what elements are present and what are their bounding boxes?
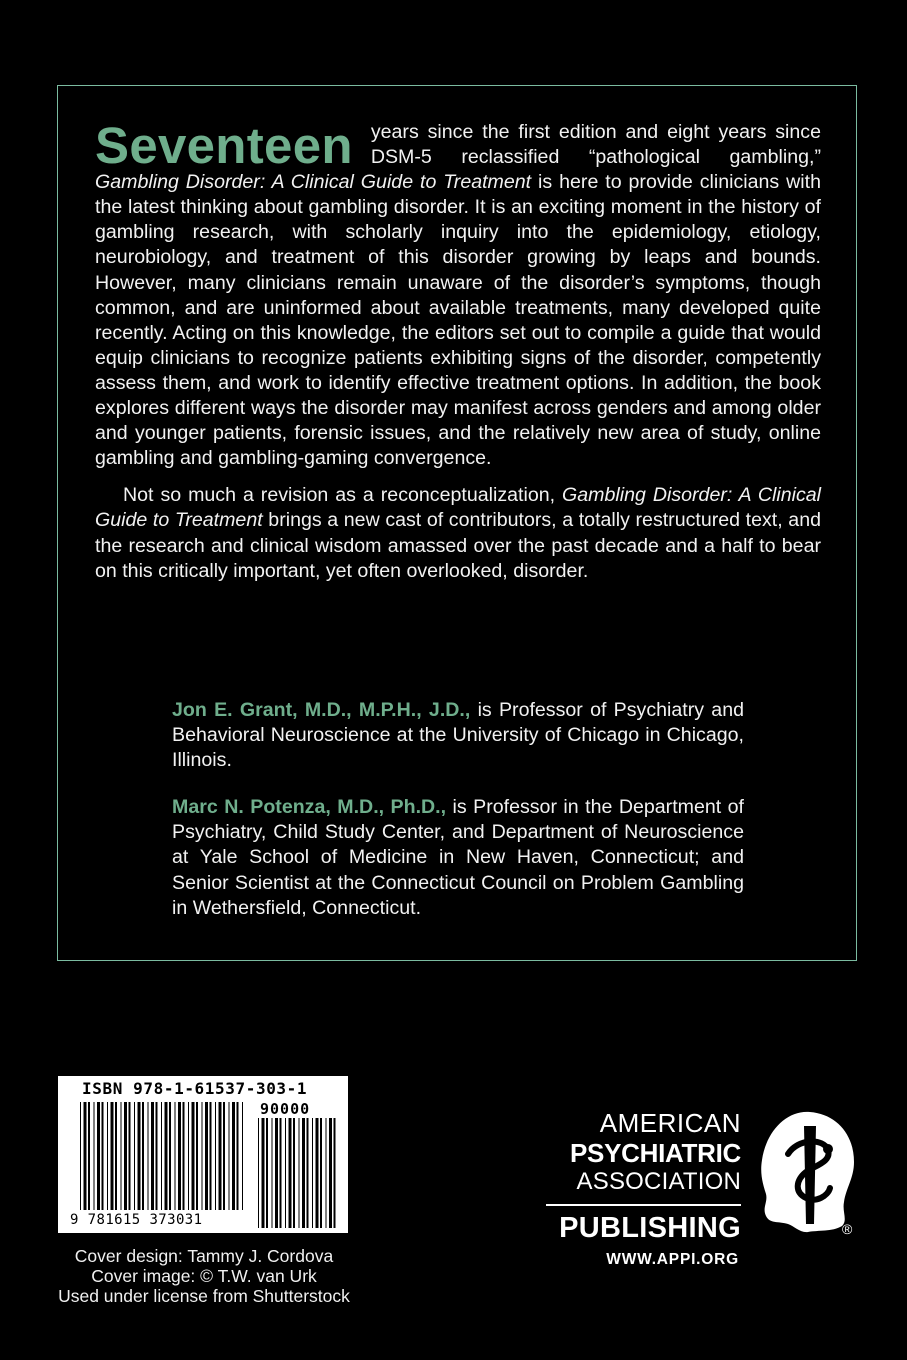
- barcode-bar: [320, 1118, 322, 1228]
- barcode-bar: [138, 1102, 141, 1210]
- barcode-bar: [229, 1102, 230, 1210]
- barcode-bar: [312, 1118, 313, 1228]
- barcode-bar: [237, 1102, 239, 1210]
- cover-credits: [54, 1246, 354, 1306]
- bio-grant: [172, 698, 744, 773]
- barcode-bar: [129, 1102, 131, 1210]
- barcode-bar: [94, 1102, 95, 1210]
- p2-text-b: brings a new cast of contributors, a totally restructured text, and the research and clinical wisdom amassed over the past decade and a half to bear on this critically important, yet often overlooked, disorder.: [95, 509, 821, 582]
- barcode-bar: [80, 1102, 81, 1210]
- bio-potenza: [172, 795, 744, 920]
- publisher-line-american: AMERICAN: [599, 1108, 741, 1138]
- isbn-digits: 9 781615 373031: [70, 1212, 203, 1228]
- barcode-bar: [329, 1118, 332, 1228]
- barcode-bar: [334, 1118, 336, 1228]
- lead-word: Seventeen: [95, 117, 353, 174]
- barcode-bar: [111, 1102, 114, 1210]
- description-paragraph-1: [95, 117, 821, 471]
- registered-mark: ®: [842, 1221, 853, 1237]
- barcode-bar: [210, 1102, 212, 1210]
- barcode-bar: [258, 1118, 259, 1228]
- license-credit: Used under license from Shutterstock: [58, 1286, 350, 1306]
- bio-name: Marc N. Potenza, M.D., Ph.D.,: [172, 796, 447, 819]
- isbn-label: ISBN 978-1-61537-303-1: [82, 1079, 308, 1098]
- p2-text-a: Not so much a revision as a reconceptualization,: [123, 484, 563, 507]
- barcode-bar: [275, 1118, 278, 1228]
- barcode-bar: [175, 1102, 176, 1210]
- p2-book-title: Gambling Disorder: A Clinical Guide to Treatment: [95, 484, 821, 532]
- barcode-bar: [178, 1102, 181, 1210]
- barcode-bar: [115, 1102, 117, 1210]
- barcode-bar: [242, 1102, 243, 1210]
- barcode-bar: [280, 1118, 282, 1228]
- publisher-divider: [546, 1204, 741, 1206]
- barcode-bar: [121, 1102, 122, 1210]
- barcode-bar: [169, 1102, 171, 1210]
- price-code: 90000: [260, 1100, 311, 1118]
- barcode-bar: [285, 1118, 286, 1228]
- publisher-line-psychiatric: PSYCHIATRIC: [569, 1138, 741, 1168]
- cover-image-credit: Cover image: © T.W. van Urk: [91, 1266, 317, 1286]
- barcode-bar: [232, 1102, 235, 1210]
- barcode-bar: [165, 1102, 168, 1210]
- barcode-bar: [219, 1102, 222, 1210]
- barcode-bar: [307, 1118, 309, 1228]
- barcode-bar: [84, 1102, 87, 1210]
- barcode-bars: [58, 1076, 348, 1233]
- barcode-bar: [299, 1118, 300, 1228]
- barcode-bar: [272, 1118, 273, 1228]
- bio-text: is Professor in the Department of Psychiatry, Child Study Center, and Department of Neuroscience at Yale School of Medicine in New Haven, Connecticut; and Senior Scientist at the Connecticut Council on Problem Gambling in Wethersfield, Connecticut.: [172, 796, 745, 919]
- barcode-bar: [223, 1102, 225, 1210]
- publisher-line-association: ASSOCIATION: [576, 1168, 741, 1195]
- barcode-bar: [183, 1102, 185, 1210]
- publisher-url[interactable]: WWW.APPI.ORG: [606, 1251, 739, 1268]
- barcode-bar: [205, 1102, 208, 1210]
- bio-text: is Professor of Psychiatry and Behavioral Neuroscience at the University of Chicago in Chicago, Illinois.: [172, 699, 744, 772]
- barcode-bar: [148, 1102, 149, 1210]
- barcode-bar: [293, 1118, 295, 1228]
- p1-book-title: Gambling Disorder: A Clinical Guide to Treatment: [95, 171, 532, 194]
- barcode-bar: [262, 1118, 265, 1228]
- book-description: [95, 117, 821, 584]
- description-paragraph-2: [95, 483, 821, 583]
- barcode-bar: [326, 1118, 327, 1228]
- barcode-bar: [202, 1102, 203, 1210]
- p1-text-b: is here to provide clinicians with the latest thinking about gambling disorder. It is an exciting moment in the history of gambling research, with scholarly inquiry into the epidemiology, etiology, neurobiology, and treatment of this disorder growing by leaps and bounds. However, many clinicians remain unaware of the disorder’s symptoms, though common, and are uninformed about available treatments, many developed quite recently. Acting on this knowledge, the editors set out to compile a guide that would equip clinicians to recognize patients exhibiting signs of the disorder, competently assess them, and work to identify effective treatment options. In addition, the book explores different ways the disorder may manifest across genders and among older and younger patients, forensic issues, and the relatively new area of study, online gambling and gambling-gaming convergence.: [95, 171, 821, 470]
- publisher-wordmark: [546, 1108, 741, 1244]
- p1-text-a: years since the first edition and eight years since DSM-5 reclassified “pathological gambling,”: [370, 121, 821, 169]
- editor-bios: [172, 698, 744, 943]
- apa-caduceus-head-logo-icon: [758, 1108, 860, 1238]
- cover-design-credit: Cover design: Tammy J. Cordova: [74, 1246, 334, 1266]
- barcode-bar: [215, 1102, 216, 1210]
- bio-name: Jon E. Grant, M.D., M.P.H., J.D.,: [172, 699, 471, 721]
- barcode-bar: [134, 1102, 135, 1210]
- barcode-bar: [161, 1102, 162, 1210]
- barcode-bar: [97, 1102, 100, 1210]
- isbn-barcode: [58, 1076, 348, 1233]
- barcode-bar: [156, 1102, 158, 1210]
- barcode-bar: [151, 1102, 154, 1210]
- barcode-bar: [88, 1102, 90, 1210]
- barcode-bar: [142, 1102, 144, 1210]
- barcode-bar: [124, 1102, 127, 1210]
- publisher-line-publishing: PUBLISHING: [559, 1212, 741, 1244]
- barcode-bar: [266, 1118, 268, 1228]
- barcode-bar: [102, 1102, 104, 1210]
- barcode-bar: [188, 1102, 189, 1210]
- barcode-bar: [196, 1102, 198, 1210]
- barcode-bar: [316, 1118, 319, 1228]
- barcode-bar: [302, 1118, 305, 1228]
- barcode-bar: [289, 1118, 292, 1228]
- barcode-bar: [192, 1102, 195, 1210]
- barcode-bar: [107, 1102, 108, 1210]
